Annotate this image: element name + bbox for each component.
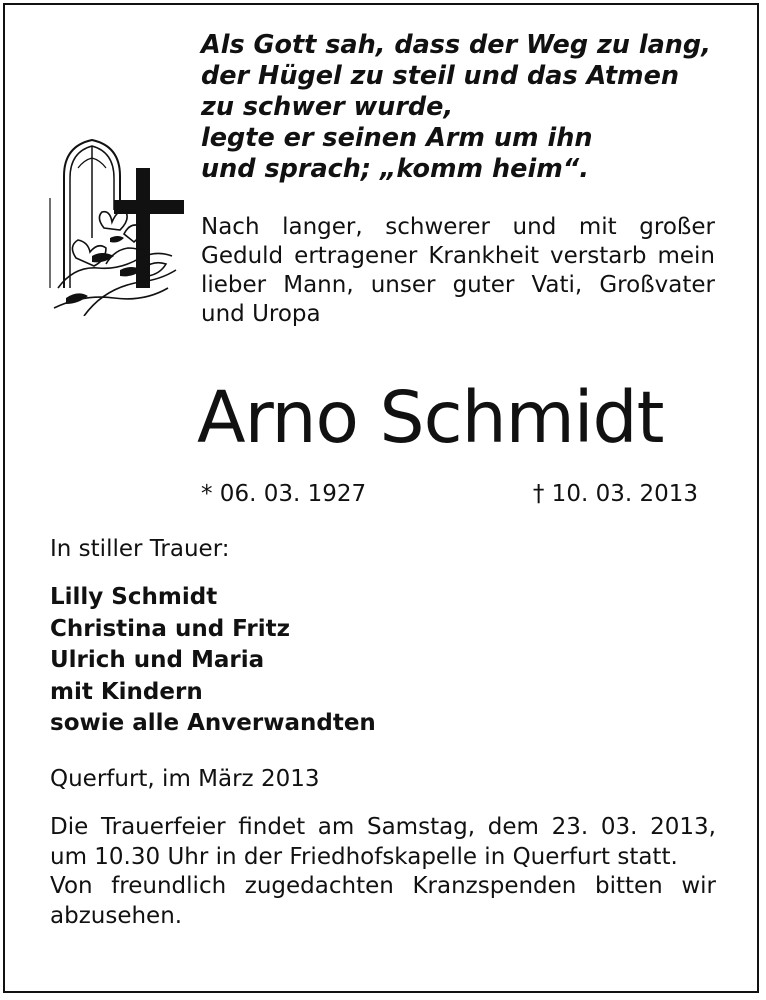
mourner-name: Lilly Schmidt bbox=[50, 584, 218, 610]
quote-line: der Hügel zu steil und das Atmen bbox=[201, 61, 680, 91]
quote-line: zu schwer wurde, bbox=[201, 92, 454, 122]
mourner-name: Christina und Fritz bbox=[50, 615, 291, 642]
quote-line: Als Gott sah, dass der Weg zu lang, bbox=[201, 30, 711, 60]
cross-lily-icon bbox=[44, 138, 190, 316]
mourner-name: Ulrich und Maria bbox=[50, 647, 265, 673]
intro-text: Nach langer, schwerer und mit großer Geduld ertragener Krankheit verstarb mein lieber Mann, unser guter Vati, Großvater und Uropa bbox=[201, 214, 715, 327]
mourner-name: sowie alle Anverwandten bbox=[50, 710, 376, 736]
mourning-label: In stiller Trauer: bbox=[50, 536, 230, 562]
life-dates bbox=[201, 478, 698, 510]
deceased-name: Arno Schmidt bbox=[197, 376, 664, 459]
birth-date: * 06. 03. 1927 bbox=[201, 481, 367, 507]
service-info bbox=[50, 813, 716, 931]
mourner-list bbox=[50, 582, 376, 740]
mourner-name: mit Kindern bbox=[50, 678, 203, 705]
service-text: Die Trauerfeier findet am Samstag, dem 23. 03. 2013, um 10.30 Uhr in der Friedhofskapelle in Querfurt statt. bbox=[50, 814, 716, 870]
death-date: † 10. 03. 2013 bbox=[532, 481, 698, 507]
quote-line: und sprach; „komm heim“. bbox=[201, 154, 589, 184]
place-date: Querfurt, im März 2013 bbox=[50, 766, 320, 792]
quote-verse bbox=[201, 30, 711, 185]
quote-line: legte er seinen Arm um ihn bbox=[201, 123, 593, 153]
wreath-note: Von freundlich zugedachten Kranzspenden bitten wir abzusehen. bbox=[50, 873, 716, 929]
